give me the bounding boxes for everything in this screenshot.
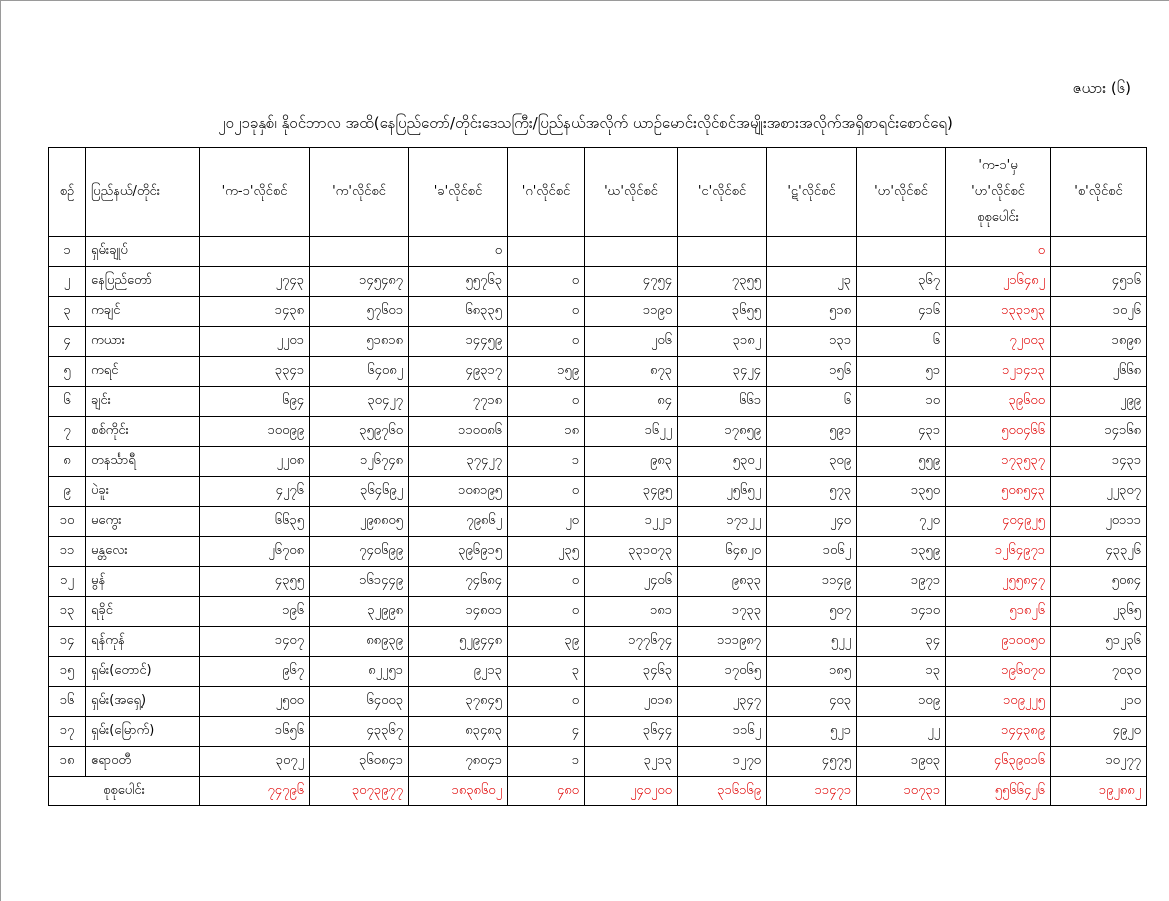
row-value: ၂၁၀ bbox=[1051, 687, 1147, 717]
row-value: ၇၂၀ bbox=[857, 507, 946, 537]
row-value: ၃၆၇ bbox=[857, 267, 946, 297]
row-value: ၃၆၀၈၄၁ bbox=[310, 747, 409, 777]
row-region: မန္တလေး bbox=[86, 537, 200, 567]
total-value: ၇၄၇၉၆ bbox=[200, 777, 310, 806]
total-value: ၁၉၂၈၈၂ bbox=[1051, 777, 1147, 806]
row-value: ၉၂၁၃ bbox=[409, 657, 508, 687]
row-value: ၄၃၃၆၇ bbox=[310, 717, 409, 747]
row-value: ၆၆၁ bbox=[678, 387, 767, 417]
row-value: ၅၉၁ bbox=[767, 417, 857, 447]
license-table bbox=[48, 147, 1147, 806]
row-value: ၁၉၆ bbox=[200, 597, 310, 627]
row-region: ရန်ကုန် bbox=[86, 627, 200, 657]
header-ga: 'ဂ'လိုင်စင် bbox=[508, 148, 585, 237]
row-value: ၃၀၇၂ bbox=[200, 747, 310, 777]
row-subtotal: ၂၅၅၈၄၇ bbox=[946, 567, 1051, 597]
row-value: ၅၀၈၄ bbox=[1051, 567, 1147, 597]
row-region: ရှမ်း(မြောက်) bbox=[86, 717, 200, 747]
row-value: ၁၁၄၉ bbox=[767, 567, 857, 597]
row-value: ၆၆၃၅ bbox=[200, 507, 310, 537]
total-value: ၅၅၆၆၄၂၆ bbox=[946, 777, 1051, 806]
row-value bbox=[310, 237, 409, 267]
row-value: ၂၃၄၇ bbox=[678, 687, 767, 717]
row-value: ၁၇၃၃ bbox=[678, 597, 767, 627]
header-sa: 'စ'လိုင်စင် bbox=[1051, 148, 1147, 237]
row-value: ၁၄၃၁ bbox=[1051, 447, 1147, 477]
row-value: ၂၅၀၀ bbox=[200, 687, 310, 717]
table-row bbox=[49, 237, 1147, 267]
row-value: ၁၁၉၀ bbox=[585, 297, 678, 327]
row-serial: ၈ bbox=[49, 447, 86, 477]
row-value: ၃၉၆၉၁၅ bbox=[409, 537, 508, 567]
row-value: ၃၇၈၄၅ bbox=[409, 687, 508, 717]
table-row bbox=[49, 357, 1147, 387]
row-value: ၂၅၆၅၂ bbox=[678, 477, 767, 507]
row-value: ၁၇၈၅၉ bbox=[678, 417, 767, 447]
row-value bbox=[200, 237, 310, 267]
row-value: ၂၃၅ bbox=[508, 537, 585, 567]
row-value bbox=[767, 237, 857, 267]
row-value: ၁၁၁၉၈၇ bbox=[678, 627, 767, 657]
row-value: ၂၂၃၀၇ bbox=[1051, 477, 1147, 507]
row-serial: ၁၇ bbox=[49, 717, 86, 747]
row-value: ၅၁၂၃၆ bbox=[1051, 627, 1147, 657]
total-value: ၃၁၆၁၆၉ bbox=[678, 777, 767, 806]
row-value: ၁၀၀၉၉ bbox=[200, 417, 310, 447]
row-value: ၁၇၁၂၂ bbox=[678, 507, 767, 537]
total-value: ၁၁၄၇၁ bbox=[767, 777, 857, 806]
row-value: ၄၇၅၄ bbox=[585, 267, 678, 297]
row-value: ၁၃၅၉ bbox=[857, 537, 946, 567]
row-region: မကွေး bbox=[86, 507, 200, 537]
row-value: ၇၄၆၈၄ bbox=[409, 567, 508, 597]
row-serial: ၁၆ bbox=[49, 687, 86, 717]
header-nga: 'င'လိုင်စင် bbox=[678, 148, 767, 237]
row-value: ၁၄၁၆၈ bbox=[1051, 417, 1147, 447]
row-value: ၁၅၆ bbox=[767, 357, 857, 387]
row-value: ၂၇၄၃ bbox=[200, 267, 310, 297]
row-serial: ၁၈ bbox=[49, 747, 86, 777]
row-value: ၄၉၃၁၇ bbox=[409, 357, 508, 387]
row-value: ၁၀၆၂ bbox=[767, 537, 857, 567]
table-row bbox=[49, 747, 1147, 777]
table-row bbox=[49, 477, 1147, 507]
table-row bbox=[49, 657, 1147, 687]
row-region: ရှမ်း(တောင်) bbox=[86, 657, 200, 687]
row-value: ၂၀ bbox=[508, 507, 585, 537]
row-value: ၃၇၄၂၇ bbox=[409, 447, 508, 477]
row-value: ၅၁ bbox=[857, 357, 946, 387]
row-value: ၁၄၃၈ bbox=[200, 297, 310, 327]
row-value: ၄၁၆ bbox=[857, 297, 946, 327]
row-value: ၃၆၄၄ bbox=[585, 717, 678, 747]
row-value: ၆၄၈၂၀ bbox=[678, 537, 767, 567]
row-region: ရှမ်းချုပ် bbox=[86, 237, 200, 267]
row-value: ၂၆၆၈ bbox=[1051, 357, 1147, 387]
row-value: ၃၄ bbox=[857, 627, 946, 657]
row-value: ၆ bbox=[857, 327, 946, 357]
row-value: ၁၄၈၀၁ bbox=[409, 597, 508, 627]
row-value: ၅၁၈၁၈ bbox=[310, 327, 409, 357]
row-region: ကချင် bbox=[86, 297, 200, 327]
row-value: ၃၂၉၉၈ bbox=[310, 597, 409, 627]
total-value: ၂၄၀၂၀၀ bbox=[585, 777, 678, 806]
row-value: ၇၄၀၆၉၉ bbox=[310, 537, 409, 567]
table-reference: ဇယား (၆) bbox=[1072, 79, 1131, 97]
row-value: ၁၄၁၀ bbox=[857, 597, 946, 627]
row-value: ၁၈၉၈ bbox=[1051, 327, 1147, 357]
row-value: ၁၆၁၄၄၉ bbox=[310, 567, 409, 597]
row-value: ၃၀၄၂၇ bbox=[310, 387, 409, 417]
row-value: ၅၇၃ bbox=[767, 477, 857, 507]
row-serial: ၉ bbox=[49, 477, 86, 507]
row-value: ၁၁၀၀၈၆ bbox=[409, 417, 508, 447]
row-value: ၅၁၈ bbox=[767, 297, 857, 327]
header-total-range: 'က-၁'မှ 'ဟ'လိုင်စင် စုစုပေါင်း bbox=[946, 148, 1051, 237]
row-value: ၁၄၄၅၉ bbox=[409, 327, 508, 357]
header-region: ပြည်နယ်/တိုင်း bbox=[86, 148, 200, 237]
row-value: ၀ bbox=[508, 687, 585, 717]
row-value: ၄၅၁၆ bbox=[1051, 267, 1147, 297]
row-subtotal: ၃၉၆၀၀ bbox=[946, 387, 1051, 417]
row-value: ၄ bbox=[508, 717, 585, 747]
row-region: ရှမ်း(အရှေ့) bbox=[86, 687, 200, 717]
row-serial: ၁၃ bbox=[49, 597, 86, 627]
row-value: ၄၃၁ bbox=[857, 417, 946, 447]
total-value: ၃၀၇၃၉၇၇ bbox=[310, 777, 409, 806]
row-value: ၄၂၇၆ bbox=[200, 477, 310, 507]
row-value: ၇၇၁၈ bbox=[409, 387, 508, 417]
row-value: ၁၈၅ bbox=[767, 657, 857, 687]
row-value: ၄၉၂၀ bbox=[1051, 717, 1147, 747]
row-value: ၉၈၃ bbox=[585, 447, 678, 477]
row-value: ၈၂၂၅၁ bbox=[310, 657, 409, 687]
row-value: ၅၃၀၂ bbox=[678, 447, 767, 477]
table-row bbox=[49, 387, 1147, 417]
row-value: ၁၉၇၁ bbox=[857, 567, 946, 597]
row-region: ကယား bbox=[86, 327, 200, 357]
table-body bbox=[49, 237, 1147, 806]
row-value: ၅၇၆၀၁ bbox=[310, 297, 409, 327]
row-subtotal: ၅၀၈၅၄၃ bbox=[946, 477, 1051, 507]
row-subtotal: ၁၂၆၄၉၇၁ bbox=[946, 537, 1051, 567]
row-value: ၄၃၅၅ bbox=[200, 567, 310, 597]
total-label: စုစုပေါင်း bbox=[49, 777, 200, 806]
row-subtotal: ၁၀၉၂၂၅ bbox=[946, 687, 1051, 717]
table-row bbox=[49, 717, 1147, 747]
row-subtotal: ၉၁၀၀၅၀ bbox=[946, 627, 1051, 657]
row-value: ၁၂၂၁ bbox=[585, 507, 678, 537]
row-value: ၀ bbox=[508, 267, 585, 297]
row-value: ၁၈၁ bbox=[585, 597, 678, 627]
table-row bbox=[49, 417, 1147, 447]
row-value: ၁၄၅၄၈၇ bbox=[310, 267, 409, 297]
row-serial: ၁ bbox=[49, 237, 86, 267]
header-kha: 'ခ'လိုင်စင် bbox=[409, 148, 508, 237]
header-ha: 'ဟ'လိုင်စင် bbox=[857, 148, 946, 237]
row-value: ၂၃၆၅ bbox=[1051, 597, 1147, 627]
row-subtotal: ၂၁၆၄၈၂ bbox=[946, 267, 1051, 297]
row-subtotal: ၁၂၁၄၁၃ bbox=[946, 357, 1051, 387]
row-value: ၃၆၅၅ bbox=[678, 297, 767, 327]
row-value: ၁၁၆၂ bbox=[678, 717, 767, 747]
row-serial: ၁၂ bbox=[49, 567, 86, 597]
row-value: ၃၁၈၂ bbox=[678, 327, 767, 357]
row-serial: ၃ bbox=[49, 297, 86, 327]
row-value: ၁၀၉ bbox=[857, 687, 946, 717]
row-serial: ၇ bbox=[49, 417, 86, 447]
row-value: ၁၃၁ bbox=[767, 327, 857, 357]
row-serial: ၄ bbox=[49, 327, 86, 357]
row-value: ၈၇၃ bbox=[585, 357, 678, 387]
row-region: စစ်ကိုင်း bbox=[86, 417, 200, 447]
row-value: ၃၃၄၁ bbox=[200, 357, 310, 387]
row-value: ၀ bbox=[508, 567, 585, 597]
row-value: ၂၆၇၀၈ bbox=[200, 537, 310, 567]
row-value bbox=[1051, 237, 1147, 267]
row-value: ၃၄၆၃ bbox=[585, 657, 678, 687]
row-value: ၁ bbox=[508, 447, 585, 477]
total-value: ၄၈၀ bbox=[508, 777, 585, 806]
table-row bbox=[49, 537, 1147, 567]
header-row bbox=[49, 148, 1147, 237]
table-row bbox=[49, 447, 1147, 477]
row-value: ၁၆၂၂ bbox=[585, 417, 678, 447]
row-serial: ၁၀ bbox=[49, 507, 86, 537]
row-value: ၁၃၅၀ bbox=[857, 477, 946, 507]
row-value bbox=[678, 237, 767, 267]
row-value: ၃ bbox=[508, 657, 585, 687]
row-value: ၀ bbox=[508, 597, 585, 627]
row-subtotal: ၅၀၀၄၆၆ bbox=[946, 417, 1051, 447]
row-value: ၇၉၈၆၂ bbox=[409, 507, 508, 537]
row-value: ၄၀၃ bbox=[767, 687, 857, 717]
row-value: ၅၀၇ bbox=[767, 597, 857, 627]
row-value: ၈၃၄၈၃ bbox=[409, 717, 508, 747]
row-value: ၅၂၉၄၄၈ bbox=[409, 627, 508, 657]
table-row bbox=[49, 507, 1147, 537]
row-value: ၁၈ bbox=[508, 417, 585, 447]
table-row bbox=[49, 267, 1147, 297]
row-value: ၃၃၁၀၇၃ bbox=[585, 537, 678, 567]
row-value: ၁၀၈၁၉၅ bbox=[409, 477, 508, 507]
row-value: ၃၆၄၆၉၂ bbox=[310, 477, 409, 507]
table-row bbox=[49, 597, 1147, 627]
row-value: ၂၀၁၈ bbox=[585, 687, 678, 717]
row-subtotal: ၁၇၃၅၃၇ bbox=[946, 447, 1051, 477]
row-value: ၂၂ bbox=[857, 717, 946, 747]
row-value: ၉၈၃၃ bbox=[678, 567, 767, 597]
row-value: ၂၄၀၆ bbox=[585, 567, 678, 597]
row-value: ၃၅၉၇၆၀ bbox=[310, 417, 409, 447]
row-value: ၅၂၂ bbox=[767, 627, 857, 657]
row-value: ၂၂၀၁ bbox=[200, 327, 310, 357]
total-value: ၁၀၇၃၁ bbox=[857, 777, 946, 806]
row-value: ၃၀၉ bbox=[767, 447, 857, 477]
header-gha: 'ဃ'လိုင်စင် bbox=[585, 148, 678, 237]
row-value: ၅၂၁ bbox=[767, 717, 857, 747]
row-value: ၆၄၀၈၂ bbox=[310, 357, 409, 387]
total-value: ၁၈၃၈၆၀၂ bbox=[409, 777, 508, 806]
row-value: ၁၂၆၇၄၈ bbox=[310, 447, 409, 477]
row-serial: ၂ bbox=[49, 267, 86, 297]
row-value: ၂၀၆ bbox=[585, 327, 678, 357]
row-value: ၂၂၀၈ bbox=[200, 447, 310, 477]
header-ka: 'က'လိုင်စင် bbox=[310, 148, 409, 237]
row-region: ပဲခူး bbox=[86, 477, 200, 507]
row-region: ဧရာဝတီ bbox=[86, 747, 200, 777]
row-value: ၀ bbox=[508, 297, 585, 327]
row-value: ၇၈၀၄၁ bbox=[409, 747, 508, 777]
row-serial: ၁၄ bbox=[49, 627, 86, 657]
row-region: ရခိုင် bbox=[86, 597, 200, 627]
row-value: ၂၄၀ bbox=[767, 507, 857, 537]
row-value: ၂၀၁၁၁ bbox=[1051, 507, 1147, 537]
row-value: ၉၆၇ bbox=[200, 657, 310, 687]
row-value bbox=[508, 237, 585, 267]
row-value: ၂၉၈၈၀၅ bbox=[310, 507, 409, 537]
row-value: ၂၃ bbox=[767, 267, 857, 297]
row-value: ၂၉၉ bbox=[1051, 387, 1147, 417]
row-value: ၅၅၇၆၃ bbox=[409, 267, 508, 297]
row-value: ၇၀၃၀ bbox=[1051, 657, 1147, 687]
row-subtotal: ၄၆၃၉၀၁၆ bbox=[946, 747, 1051, 777]
header-serial: စဉ် bbox=[49, 148, 86, 237]
row-region: ကရင် bbox=[86, 357, 200, 387]
row-value: ၆ bbox=[767, 387, 857, 417]
row-value: ၄၅၇၅ bbox=[767, 747, 857, 777]
row-value: ၀ bbox=[409, 237, 508, 267]
row-value: ၈၄ bbox=[585, 387, 678, 417]
row-value: ၃၂၁၃ bbox=[585, 747, 678, 777]
row-region: ချင်း bbox=[86, 387, 200, 417]
row-subtotal: ၅၁၈၂၆ bbox=[946, 597, 1051, 627]
row-region: တနင်္သာရီ bbox=[86, 447, 200, 477]
row-value: ၆၄၀၀၃ bbox=[310, 687, 409, 717]
header-ka1: 'က-၁'လိုင်စင် bbox=[200, 148, 310, 237]
row-value: ၈၈၉၃၉ bbox=[310, 627, 409, 657]
row-value: ၁ bbox=[508, 747, 585, 777]
row-value: ၁၇၇၆၇၄ bbox=[585, 627, 678, 657]
row-subtotal: ၁၉၆၀၇၀ bbox=[946, 657, 1051, 687]
row-value: ၀ bbox=[508, 327, 585, 357]
table-row bbox=[49, 627, 1147, 657]
row-value: ၁၃ bbox=[857, 657, 946, 687]
row-value: ၁၀၂၆ bbox=[1051, 297, 1147, 327]
row-value: ၁၀ bbox=[857, 387, 946, 417]
table-row bbox=[49, 567, 1147, 597]
row-value: ၃၄၂၄ bbox=[678, 357, 767, 387]
row-subtotal: ၀ bbox=[946, 237, 1051, 267]
row-value: ၁၅၉ bbox=[508, 357, 585, 387]
row-value: ၀ bbox=[508, 387, 585, 417]
row-value: ၆၉၄ bbox=[200, 387, 310, 417]
row-value: ၄၃၃၂၆ bbox=[1051, 537, 1147, 567]
row-value: ၃၉ bbox=[508, 627, 585, 657]
row-value: ၁၉၀၃ bbox=[857, 747, 946, 777]
row-subtotal: ၁၃၃၁၅၃ bbox=[946, 297, 1051, 327]
row-serial: ၁၁ bbox=[49, 537, 86, 567]
row-region: မွန် bbox=[86, 567, 200, 597]
table-row bbox=[49, 297, 1147, 327]
header-tta: 'ဋ'လိုင်စင် bbox=[767, 148, 857, 237]
row-value: ၁၂၇၀ bbox=[678, 747, 767, 777]
row-value: ၁၇၀၆၅ bbox=[678, 657, 767, 687]
total-row bbox=[49, 777, 1147, 806]
row-subtotal: ၇၂၀၀၃ bbox=[946, 327, 1051, 357]
row-serial: ၅ bbox=[49, 357, 86, 387]
row-value: ၅၅၉ bbox=[857, 447, 946, 477]
row-value bbox=[857, 237, 946, 267]
row-region: နေပြည်တော် bbox=[86, 267, 200, 297]
row-subtotal: ၄၀၄၉၂၅ bbox=[946, 507, 1051, 537]
row-value: ၁၄၀၇ bbox=[200, 627, 310, 657]
row-value bbox=[585, 237, 678, 267]
row-subtotal: ၁၄၄၃၈၉ bbox=[946, 717, 1051, 747]
row-value: ၆၈၃၃၅ bbox=[409, 297, 508, 327]
document-title: ၂၀၂၁ခုနှစ်၊ နိုဝင်ဘာလ အထိ(နေပြည်တော်/တိုင်းဒေသကြီး/ပြည်နယ်အလိုက် ယာဉ်မောင်းလိုင်စင်အမျိုးအစားအလိုက်အရှိစာရင်းစောင်ရေ) bbox=[218, 114, 953, 132]
row-value: ၇၃၅၅ bbox=[678, 267, 767, 297]
row-serial: ၁၅ bbox=[49, 657, 86, 687]
row-value: ၁၀၂၇၇ bbox=[1051, 747, 1147, 777]
row-value: ၁၆၅၆ bbox=[200, 717, 310, 747]
table-row bbox=[49, 687, 1147, 717]
row-value: ၃၄၉၅ bbox=[585, 477, 678, 507]
table-row bbox=[49, 327, 1147, 357]
row-value: ၀ bbox=[508, 477, 585, 507]
row-serial: ၆ bbox=[49, 387, 86, 417]
